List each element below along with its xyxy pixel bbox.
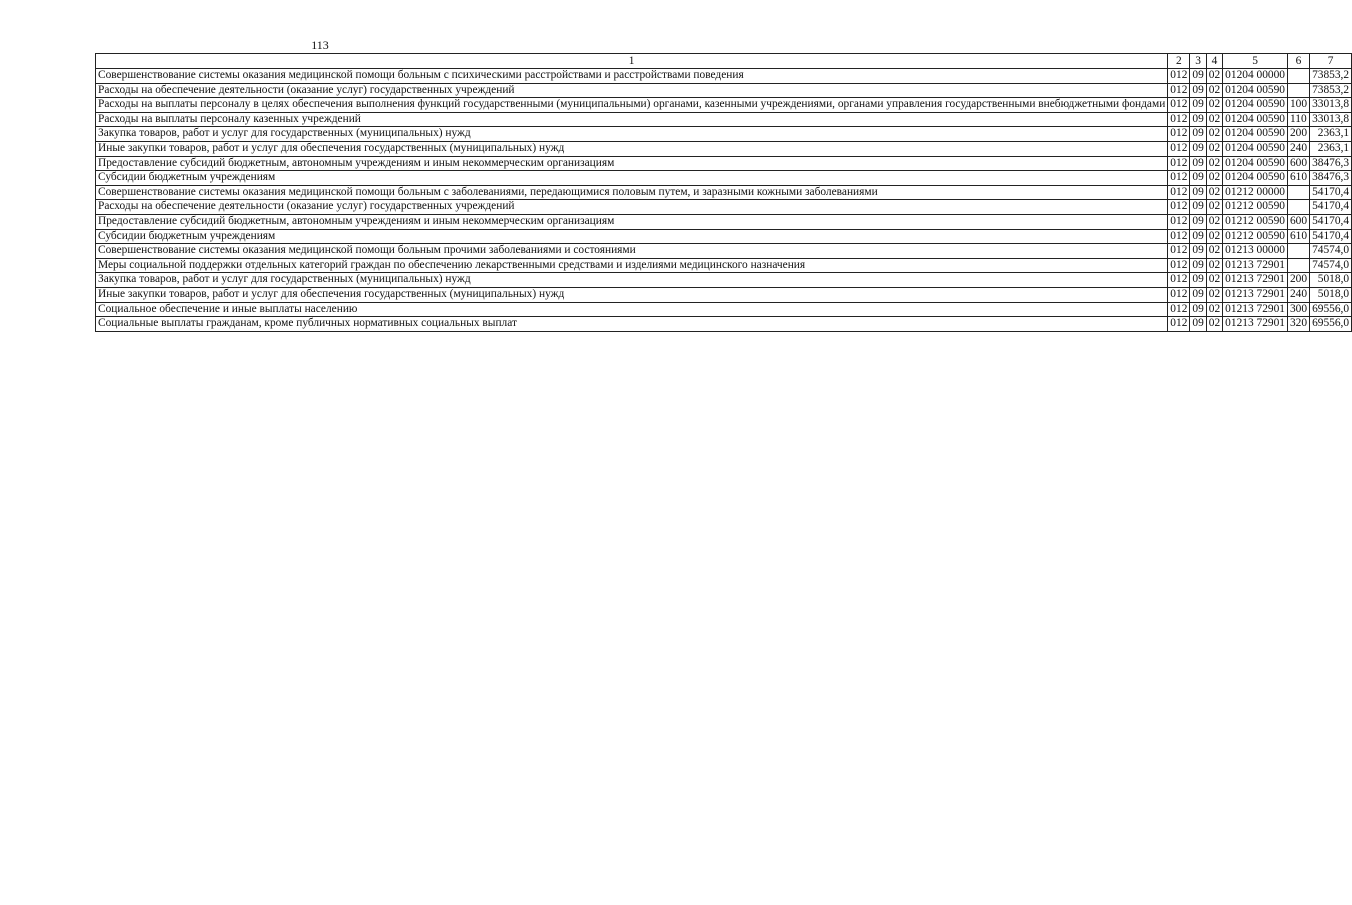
header-col-6: 6: [1287, 54, 1309, 69]
cell-expense-type: [1287, 69, 1309, 84]
cell-amount: 54170,4: [1310, 200, 1352, 215]
cell-section: 09: [1190, 317, 1206, 332]
cell-subsection: 02: [1206, 98, 1222, 113]
cell-name: Иные закупки товаров, работ и услуг для обеспечения государственных (муниципальных) нужд: [96, 141, 1168, 156]
cell-name: Совершенствование системы оказания медицинской помощи больным с заболеваниями, передающимися половым путем, и заразными кожными заболеваниями: [96, 185, 1168, 200]
cell-grbs: 012: [1168, 273, 1190, 288]
cell-target-article: 01213 72901: [1223, 302, 1288, 317]
cell-amount: 69556,0: [1310, 302, 1352, 317]
cell-subsection: 02: [1206, 127, 1222, 142]
cell-subsection: 02: [1206, 156, 1222, 171]
cell-expense-type: [1287, 258, 1309, 273]
cell-subsection: 02: [1206, 69, 1222, 84]
cell-name: Социальное обеспечение и иные выплаты населению: [96, 302, 1168, 317]
cell-amount: 5018,0: [1310, 287, 1352, 302]
cell-subsection: 02: [1206, 273, 1222, 288]
cell-expense-type: 240: [1287, 141, 1309, 156]
cell-expense-type: [1287, 83, 1309, 98]
cell-expense-type: 600: [1287, 214, 1309, 229]
cell-amount: 54170,4: [1310, 185, 1352, 200]
table-row: [96, 200, 1352, 215]
table-row: [96, 112, 1352, 127]
cell-name: Субсидии бюджетным учреждениям: [96, 171, 1168, 186]
table-row: [96, 302, 1352, 317]
cell-grbs: 012: [1168, 69, 1190, 84]
cell-subsection: 02: [1206, 112, 1222, 127]
cell-name: Расходы на выплаты персоналу казенных учреждений: [96, 112, 1168, 127]
cell-section: 09: [1190, 141, 1206, 156]
cell-name: Субсидии бюджетным учреждениям: [96, 229, 1168, 244]
cell-section: 09: [1190, 171, 1206, 186]
cell-section: 09: [1190, 83, 1206, 98]
cell-target-article: 01212 00590: [1223, 229, 1288, 244]
cell-amount: 33013,8: [1310, 98, 1352, 113]
table-row: [96, 244, 1352, 259]
cell-amount: 5018,0: [1310, 273, 1352, 288]
header-col-4: 4: [1206, 54, 1222, 69]
table-row: [96, 317, 1352, 332]
cell-section: 09: [1190, 156, 1206, 171]
cell-name: Меры социальной поддержки отдельных категорий граждан по обеспечению лекарственными средствами и изделиями медицинского назначения: [96, 258, 1168, 273]
cell-expense-type: [1287, 200, 1309, 215]
cell-name: Предоставление субсидий бюджетным, автономным учреждениям и иным некоммерческим организациям: [96, 156, 1168, 171]
cell-subsection: 02: [1206, 200, 1222, 215]
cell-subsection: 02: [1206, 244, 1222, 259]
cell-expense-type: [1287, 185, 1309, 200]
cell-grbs: 012: [1168, 83, 1190, 98]
cell-grbs: 012: [1168, 287, 1190, 302]
cell-section: 09: [1190, 98, 1206, 113]
cell-grbs: 012: [1168, 141, 1190, 156]
cell-amount: 54170,4: [1310, 214, 1352, 229]
cell-expense-type: 320: [1287, 317, 1309, 332]
table-row: [96, 171, 1352, 186]
cell-grbs: 012: [1168, 98, 1190, 113]
table-row: [96, 83, 1352, 98]
cell-grbs: 012: [1168, 156, 1190, 171]
cell-section: 09: [1190, 200, 1206, 215]
cell-grbs: 012: [1168, 214, 1190, 229]
cell-section: 09: [1190, 244, 1206, 259]
table-row: [96, 287, 1352, 302]
cell-target-article: 01204 00590: [1223, 127, 1288, 142]
cell-grbs: 012: [1168, 258, 1190, 273]
cell-target-article: 01213 72901: [1223, 273, 1288, 288]
cell-section: 09: [1190, 185, 1206, 200]
cell-name: Расходы на обеспечение деятельности (оказание услуг) государственных учреждений: [96, 83, 1168, 98]
cell-name: Иные закупки товаров, работ и услуг для обеспечения государственных (муниципальных) нужд: [96, 287, 1168, 302]
cell-expense-type: 610: [1287, 171, 1309, 186]
cell-subsection: 02: [1206, 185, 1222, 200]
cell-expense-type: 300: [1287, 302, 1309, 317]
cell-expense-type: 110: [1287, 112, 1309, 127]
cell-grbs: 012: [1168, 229, 1190, 244]
cell-expense-type: 200: [1287, 273, 1309, 288]
cell-target-article: 01204 00590: [1223, 98, 1288, 113]
cell-amount: 74574,0: [1310, 258, 1352, 273]
table-row: [96, 214, 1352, 229]
cell-amount: 69556,0: [1310, 317, 1352, 332]
cell-section: 09: [1190, 287, 1206, 302]
cell-name: Расходы на обеспечение деятельности (оказание услуг) государственных учреждений: [96, 200, 1168, 215]
cell-target-article: 01212 00590: [1223, 214, 1288, 229]
cell-name: Предоставление субсидий бюджетным, автономным учреждениям и иным некоммерческим организациям: [96, 214, 1168, 229]
table-row: [96, 258, 1352, 273]
cell-target-article: 01204 00000: [1223, 69, 1288, 84]
cell-name: Закупка товаров, работ и услуг для государственных (муниципальных) нужд: [96, 127, 1168, 142]
cell-name: Социальные выплаты гражданам, кроме публичных нормативных социальных выплат: [96, 317, 1168, 332]
cell-target-article: 01213 72901: [1223, 317, 1288, 332]
cell-expense-type: 610: [1287, 229, 1309, 244]
cell-target-article: 01213 72901: [1223, 258, 1288, 273]
table-row: [96, 273, 1352, 288]
header-col-1: 1: [96, 54, 1168, 69]
cell-section: 09: [1190, 127, 1206, 142]
cell-grbs: 012: [1168, 317, 1190, 332]
table-row: [96, 98, 1352, 113]
page-number: 113: [311, 38, 329, 52]
table-row: [96, 69, 1352, 84]
cell-target-article: 01204 00590: [1223, 141, 1288, 156]
cell-amount: 38476,3: [1310, 171, 1352, 186]
cell-section: 09: [1190, 273, 1206, 288]
budget-table: [95, 53, 1352, 332]
header-col-5: 5: [1223, 54, 1288, 69]
cell-subsection: 02: [1206, 171, 1222, 186]
cell-target-article: 01212 00000: [1223, 185, 1288, 200]
cell-target-article: 01204 00590: [1223, 83, 1288, 98]
cell-subsection: 02: [1206, 302, 1222, 317]
cell-section: 09: [1190, 302, 1206, 317]
cell-section: 09: [1190, 258, 1206, 273]
table-row: [96, 229, 1352, 244]
cell-grbs: 012: [1168, 244, 1190, 259]
cell-expense-type: 200: [1287, 127, 1309, 142]
cell-subsection: 02: [1206, 287, 1222, 302]
cell-name: Совершенствование системы оказания медицинской помощи больным прочими заболеваниями и состояниями: [96, 244, 1168, 259]
cell-expense-type: [1287, 244, 1309, 259]
cell-grbs: 012: [1168, 200, 1190, 215]
header-col-2: 2: [1168, 54, 1190, 69]
cell-amount: 73853,2: [1310, 69, 1352, 84]
cell-amount: 54170,4: [1310, 229, 1352, 244]
cell-expense-type: 100: [1287, 98, 1309, 113]
header-row: [96, 54, 1352, 69]
table-row: [96, 156, 1352, 171]
cell-subsection: 02: [1206, 83, 1222, 98]
cell-grbs: 012: [1168, 302, 1190, 317]
cell-amount: 38476,3: [1310, 156, 1352, 171]
cell-subsection: 02: [1206, 258, 1222, 273]
cell-subsection: 02: [1206, 229, 1222, 244]
cell-subsection: 02: [1206, 317, 1222, 332]
cell-name: Совершенствование системы оказания медицинской помощи больным с психическими расстройствами и расстройствами поведения: [96, 69, 1168, 84]
cell-amount: 2363,1: [1310, 127, 1352, 142]
cell-amount: 2363,1: [1310, 141, 1352, 156]
cell-target-article: 01213 00000: [1223, 244, 1288, 259]
cell-target-article: 01212 00590: [1223, 200, 1288, 215]
cell-target-article: 01204 00590: [1223, 112, 1288, 127]
table-row: [96, 185, 1352, 200]
cell-section: 09: [1190, 112, 1206, 127]
cell-section: 09: [1190, 229, 1206, 244]
cell-target-article: 01204 00590: [1223, 156, 1288, 171]
cell-name: Закупка товаров, работ и услуг для государственных (муниципальных) нужд: [96, 273, 1168, 288]
cell-subsection: 02: [1206, 214, 1222, 229]
cell-target-article: 01204 00590: [1223, 171, 1288, 186]
cell-amount: 74574,0: [1310, 244, 1352, 259]
cell-amount: 33013,8: [1310, 112, 1352, 127]
cell-grbs: 012: [1168, 171, 1190, 186]
table-row: [96, 141, 1352, 156]
cell-subsection: 02: [1206, 141, 1222, 156]
cell-expense-type: 240: [1287, 287, 1309, 302]
header-col-7: 7: [1310, 54, 1352, 69]
cell-target-article: 01213 72901: [1223, 287, 1288, 302]
cell-grbs: 012: [1168, 127, 1190, 142]
cell-grbs: 012: [1168, 112, 1190, 127]
header-col-3: 3: [1190, 54, 1206, 69]
table-row: [96, 127, 1352, 142]
cell-name: Расходы на выплаты персоналу в целях обеспечения выполнения функций государственными (муниципальными) органами, казенными учреждениями, органами управления государственными внебюджетными фондами: [96, 98, 1168, 113]
cell-amount: 73853,2: [1310, 83, 1352, 98]
cell-grbs: 012: [1168, 185, 1190, 200]
cell-section: 09: [1190, 69, 1206, 84]
cell-expense-type: 600: [1287, 156, 1309, 171]
cell-section: 09: [1190, 214, 1206, 229]
